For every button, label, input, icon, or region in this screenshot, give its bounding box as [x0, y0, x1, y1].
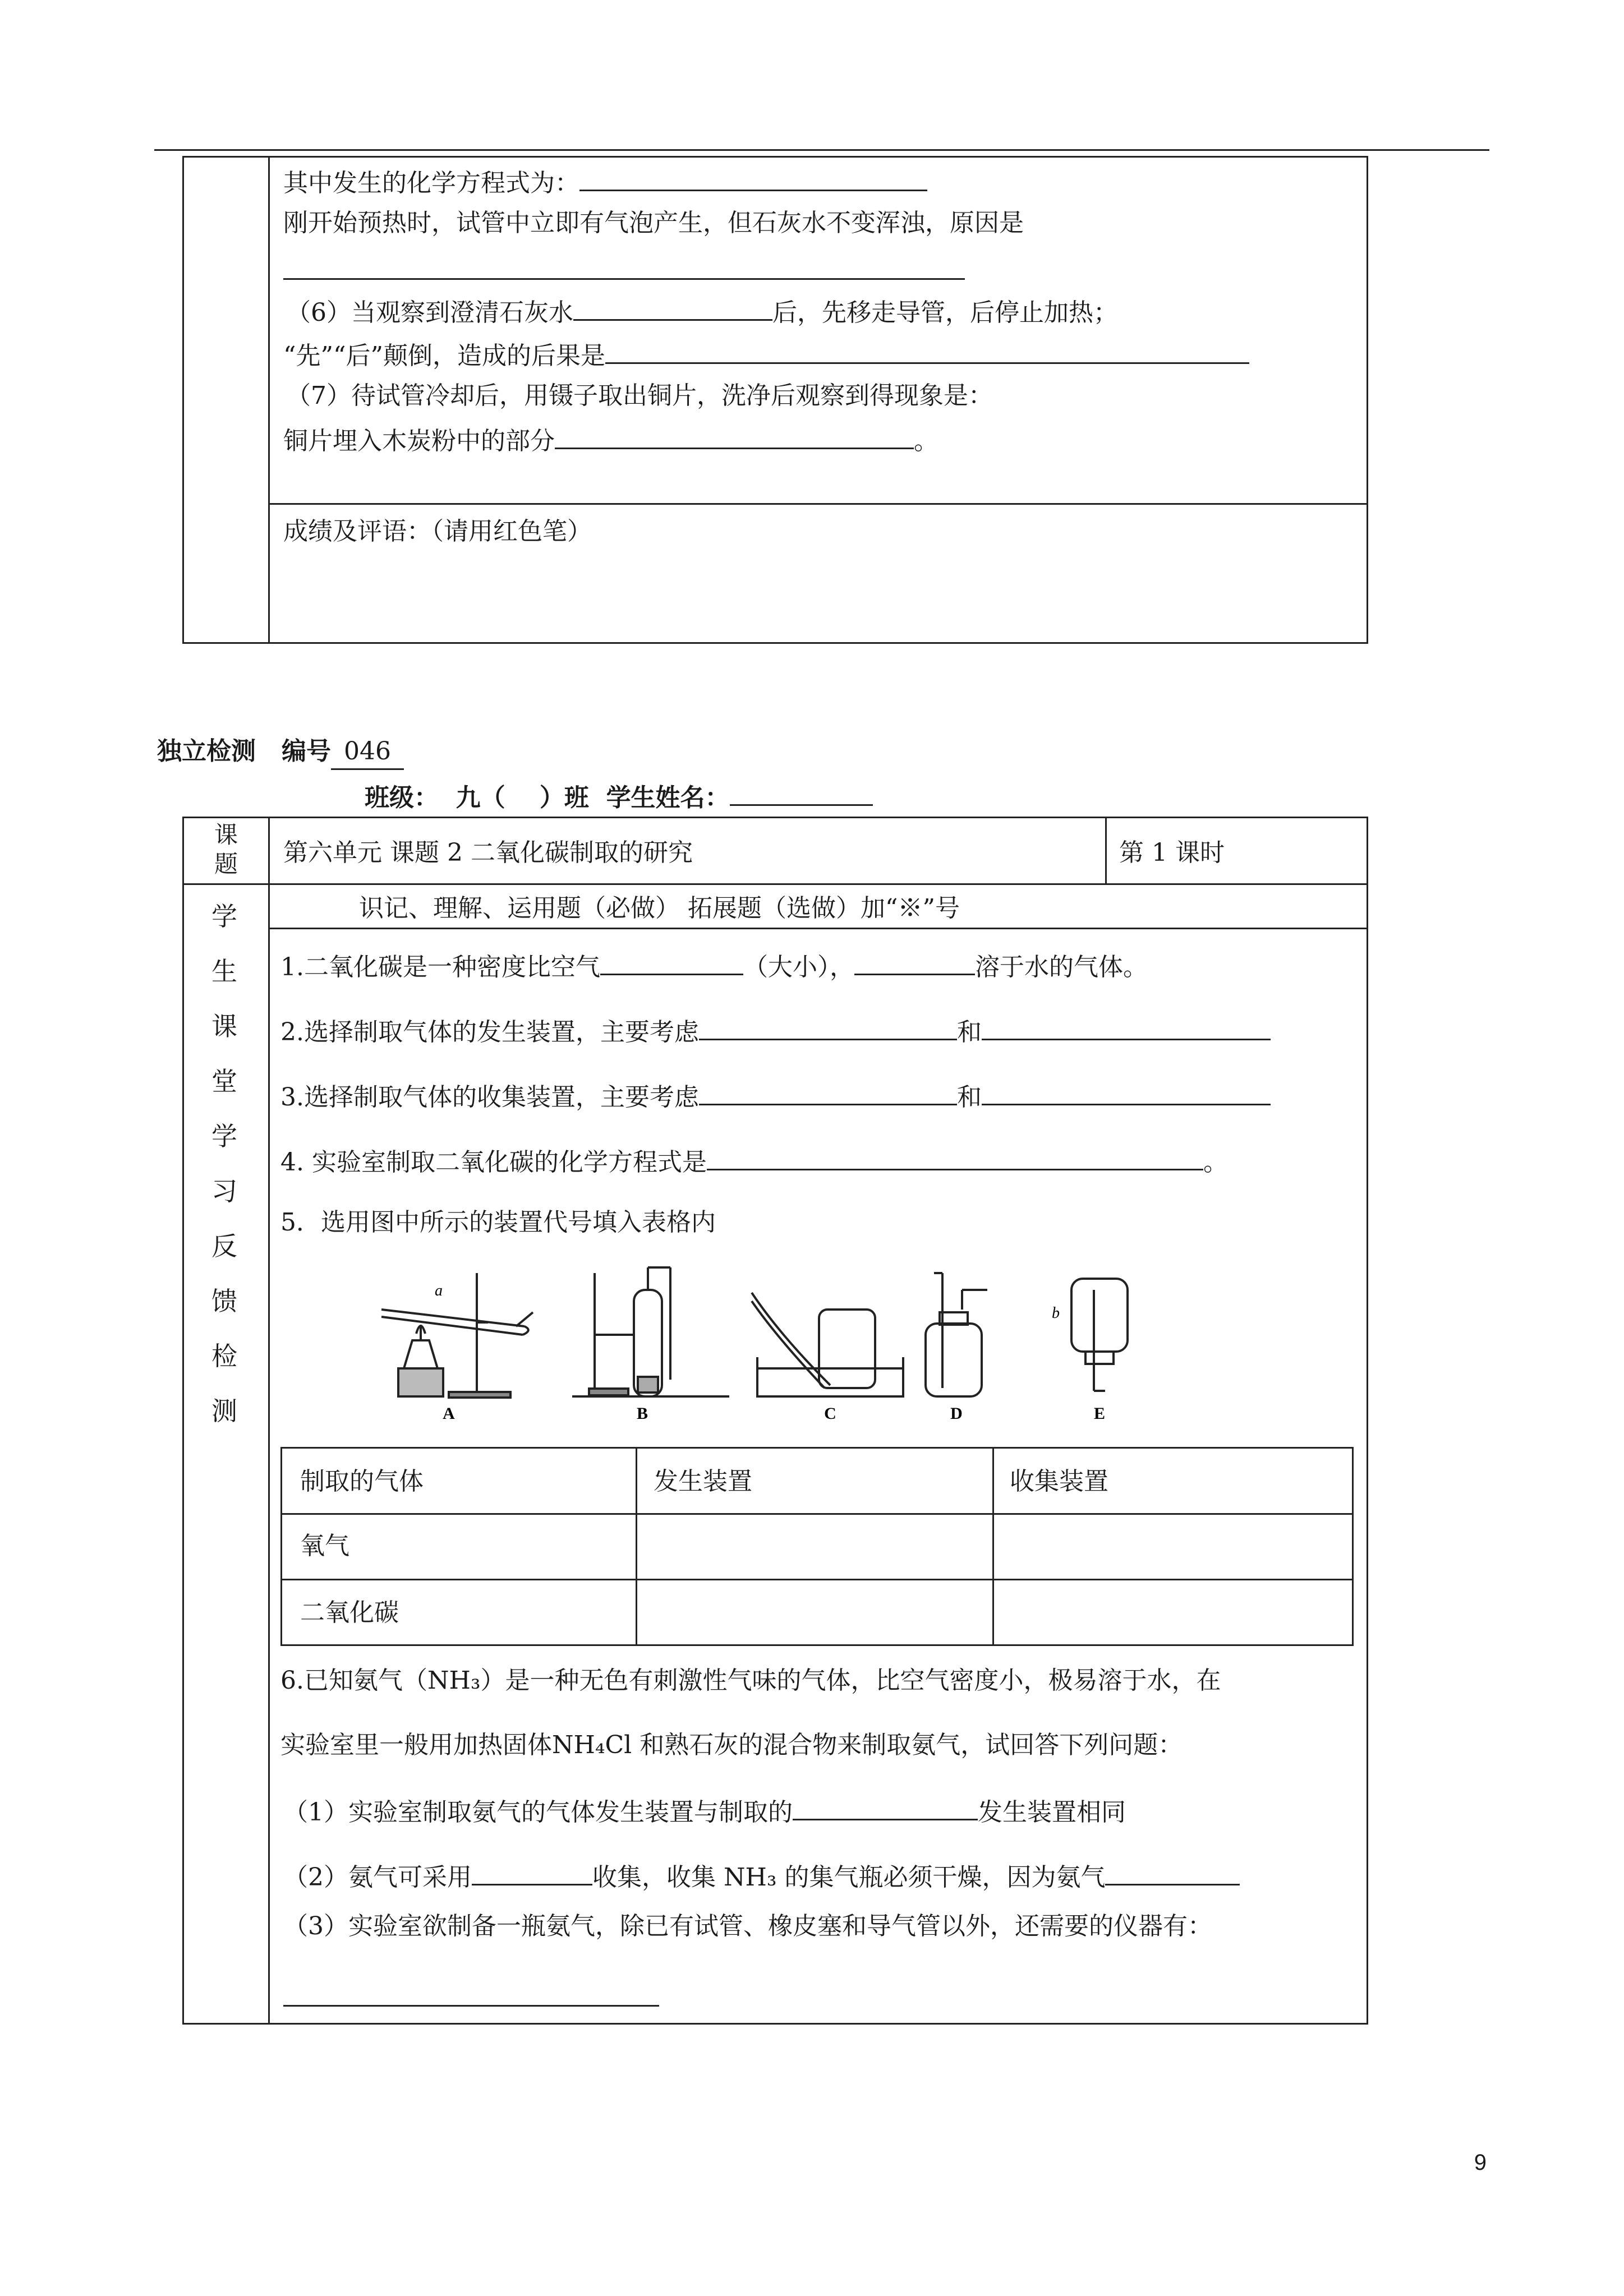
score-comment-label: 成绩及评语：（请用红色笔） [283, 517, 592, 546]
question-2: 2.选择制取气体的发生装置，主要考虑 和 [280, 1013, 1271, 1049]
question-7b: 铜片埋入木炭粉中的部分 。 [283, 422, 938, 458]
gas-table-header-generator: 发生装置 [654, 1467, 752, 1496]
label-a: A [443, 1404, 455, 1423]
topic-title: 第六单元 课题 2 二氧化碳制取的研究 [283, 838, 693, 867]
gas-table-row-1 [282, 1513, 1352, 1515]
question-6a: （6）当观察到澄清石灰水 后，先移走导管，后停止加热； [286, 293, 1118, 330]
topic-label-2: 题 [214, 850, 238, 878]
preheat-question: 刚开始预热时，试管中立即有气泡产生，但石灰水不变浑浊，原因是 [283, 209, 1024, 237]
apparatus-e [1071, 1279, 1128, 1391]
gas-table-col-1 [636, 1449, 637, 1644]
side-char-9: 检 [211, 1341, 237, 1371]
subtitle-row-divider [268, 928, 1367, 929]
gas-table-header-gas: 制取的气体 [300, 1467, 424, 1496]
label-e: E [1093, 1404, 1106, 1423]
gas-table [280, 1447, 1354, 1646]
side-char-1: 学 [211, 901, 237, 932]
question-4: 4. 实验室制取二氧化碳的化学方程式是 。 [280, 1143, 1228, 1179]
answer-line [283, 278, 965, 280]
gas-table-header-collector: 收集装置 [1010, 1467, 1108, 1496]
question-6-1: （1）实验室制取氨气的气体发生装置与制取的 发生装置相同 [283, 1793, 1126, 1829]
question-7a: （7）待试管冷却后，用镊子取出铜片，洗净后观察到得现象是： [286, 381, 993, 410]
side-char-7: 反 [211, 1231, 237, 1261]
side-char-10: 测 [211, 1396, 237, 1426]
apparatus-d [926, 1273, 987, 1396]
question-5: 5．选用图中所示的装置代号填入表格内 [280, 1208, 716, 1237]
equation-prompt: 其中发生的化学方程式为： [283, 164, 927, 200]
gas-table-row-co2: 二氧化碳 [300, 1598, 399, 1627]
page-number: 9 [1474, 2150, 1487, 2175]
lesson-number: 第 1 课时 [1119, 838, 1225, 867]
topic-row-divider [268, 883, 1367, 885]
table-row-divider [268, 503, 1367, 505]
question-1: 1.二氧化碳是一种密度比空气 （大小）， 溶于水的气体。 [280, 948, 1148, 984]
side-char-2: 生 [211, 956, 237, 986]
apparatus-a [381, 1273, 533, 1398]
side-char-3: 课 [211, 1011, 237, 1041]
question-6-line2: 实验室里一般用加热固体NH₄Cl 和熟石灰的混合物来制取氨气，试回答下列问题： [280, 1731, 1183, 1759]
top-rule [154, 149, 1489, 151]
question-6-2: （2）氨气可采用 收集，收集 NH₃ 的集气瓶必须干燥，因为氨气 [283, 1858, 1240, 1894]
apparatus-c [752, 1293, 903, 1396]
lesson-column-divider [1105, 818, 1107, 883]
question-6-line1: 6.已知氨气（NH₃）是一种无色有刺激性气味的气体，比空气密度小，极易溶于水，在 [280, 1666, 1221, 1695]
table-column-divider [268, 158, 270, 642]
side-char-5: 学 [211, 1121, 237, 1151]
mark-a: a [435, 1282, 443, 1299]
apparatus-b [572, 1267, 729, 1396]
label-d: D [950, 1404, 963, 1423]
side-char-8: 馈 [211, 1286, 237, 1316]
topic-label-1: 课 [214, 821, 238, 849]
gas-table-row-2 [282, 1579, 1352, 1580]
apparatus-figure [365, 1256, 1206, 1424]
label-c: C [824, 1404, 836, 1423]
subtitle: 识记、理解、运用题（必做） 拓展题（选做）加“※”号 [359, 894, 960, 923]
question-6-3: （3）实验室欲制备一瓶氨气，除已有试管、橡皮塞和导气管以外，还需要的仪器有： [283, 1912, 1212, 1940]
answer-line [283, 2005, 659, 2007]
class-info: 班级： 九（ ）班 学生姓名： [365, 778, 873, 815]
serial-number: 046 [331, 735, 404, 770]
mark-b: b [1052, 1304, 1060, 1322]
gas-table-row-oxygen: 氧气 [300, 1532, 349, 1560]
side-column-divider [268, 818, 270, 2023]
side-row-divider [184, 883, 268, 885]
section-title: 独立检测 编号 046 [157, 735, 404, 770]
side-char-4: 堂 [211, 1066, 237, 1096]
side-char-6: 习 [211, 1176, 237, 1206]
gas-table-col-2 [992, 1449, 994, 1644]
label-b: B [636, 1404, 648, 1423]
question-6b: “先”“后”颠倒，造成的后果是 [283, 336, 1249, 373]
question-3: 3.选择制取气体的收集装置，主要考虑 和 [280, 1078, 1271, 1114]
